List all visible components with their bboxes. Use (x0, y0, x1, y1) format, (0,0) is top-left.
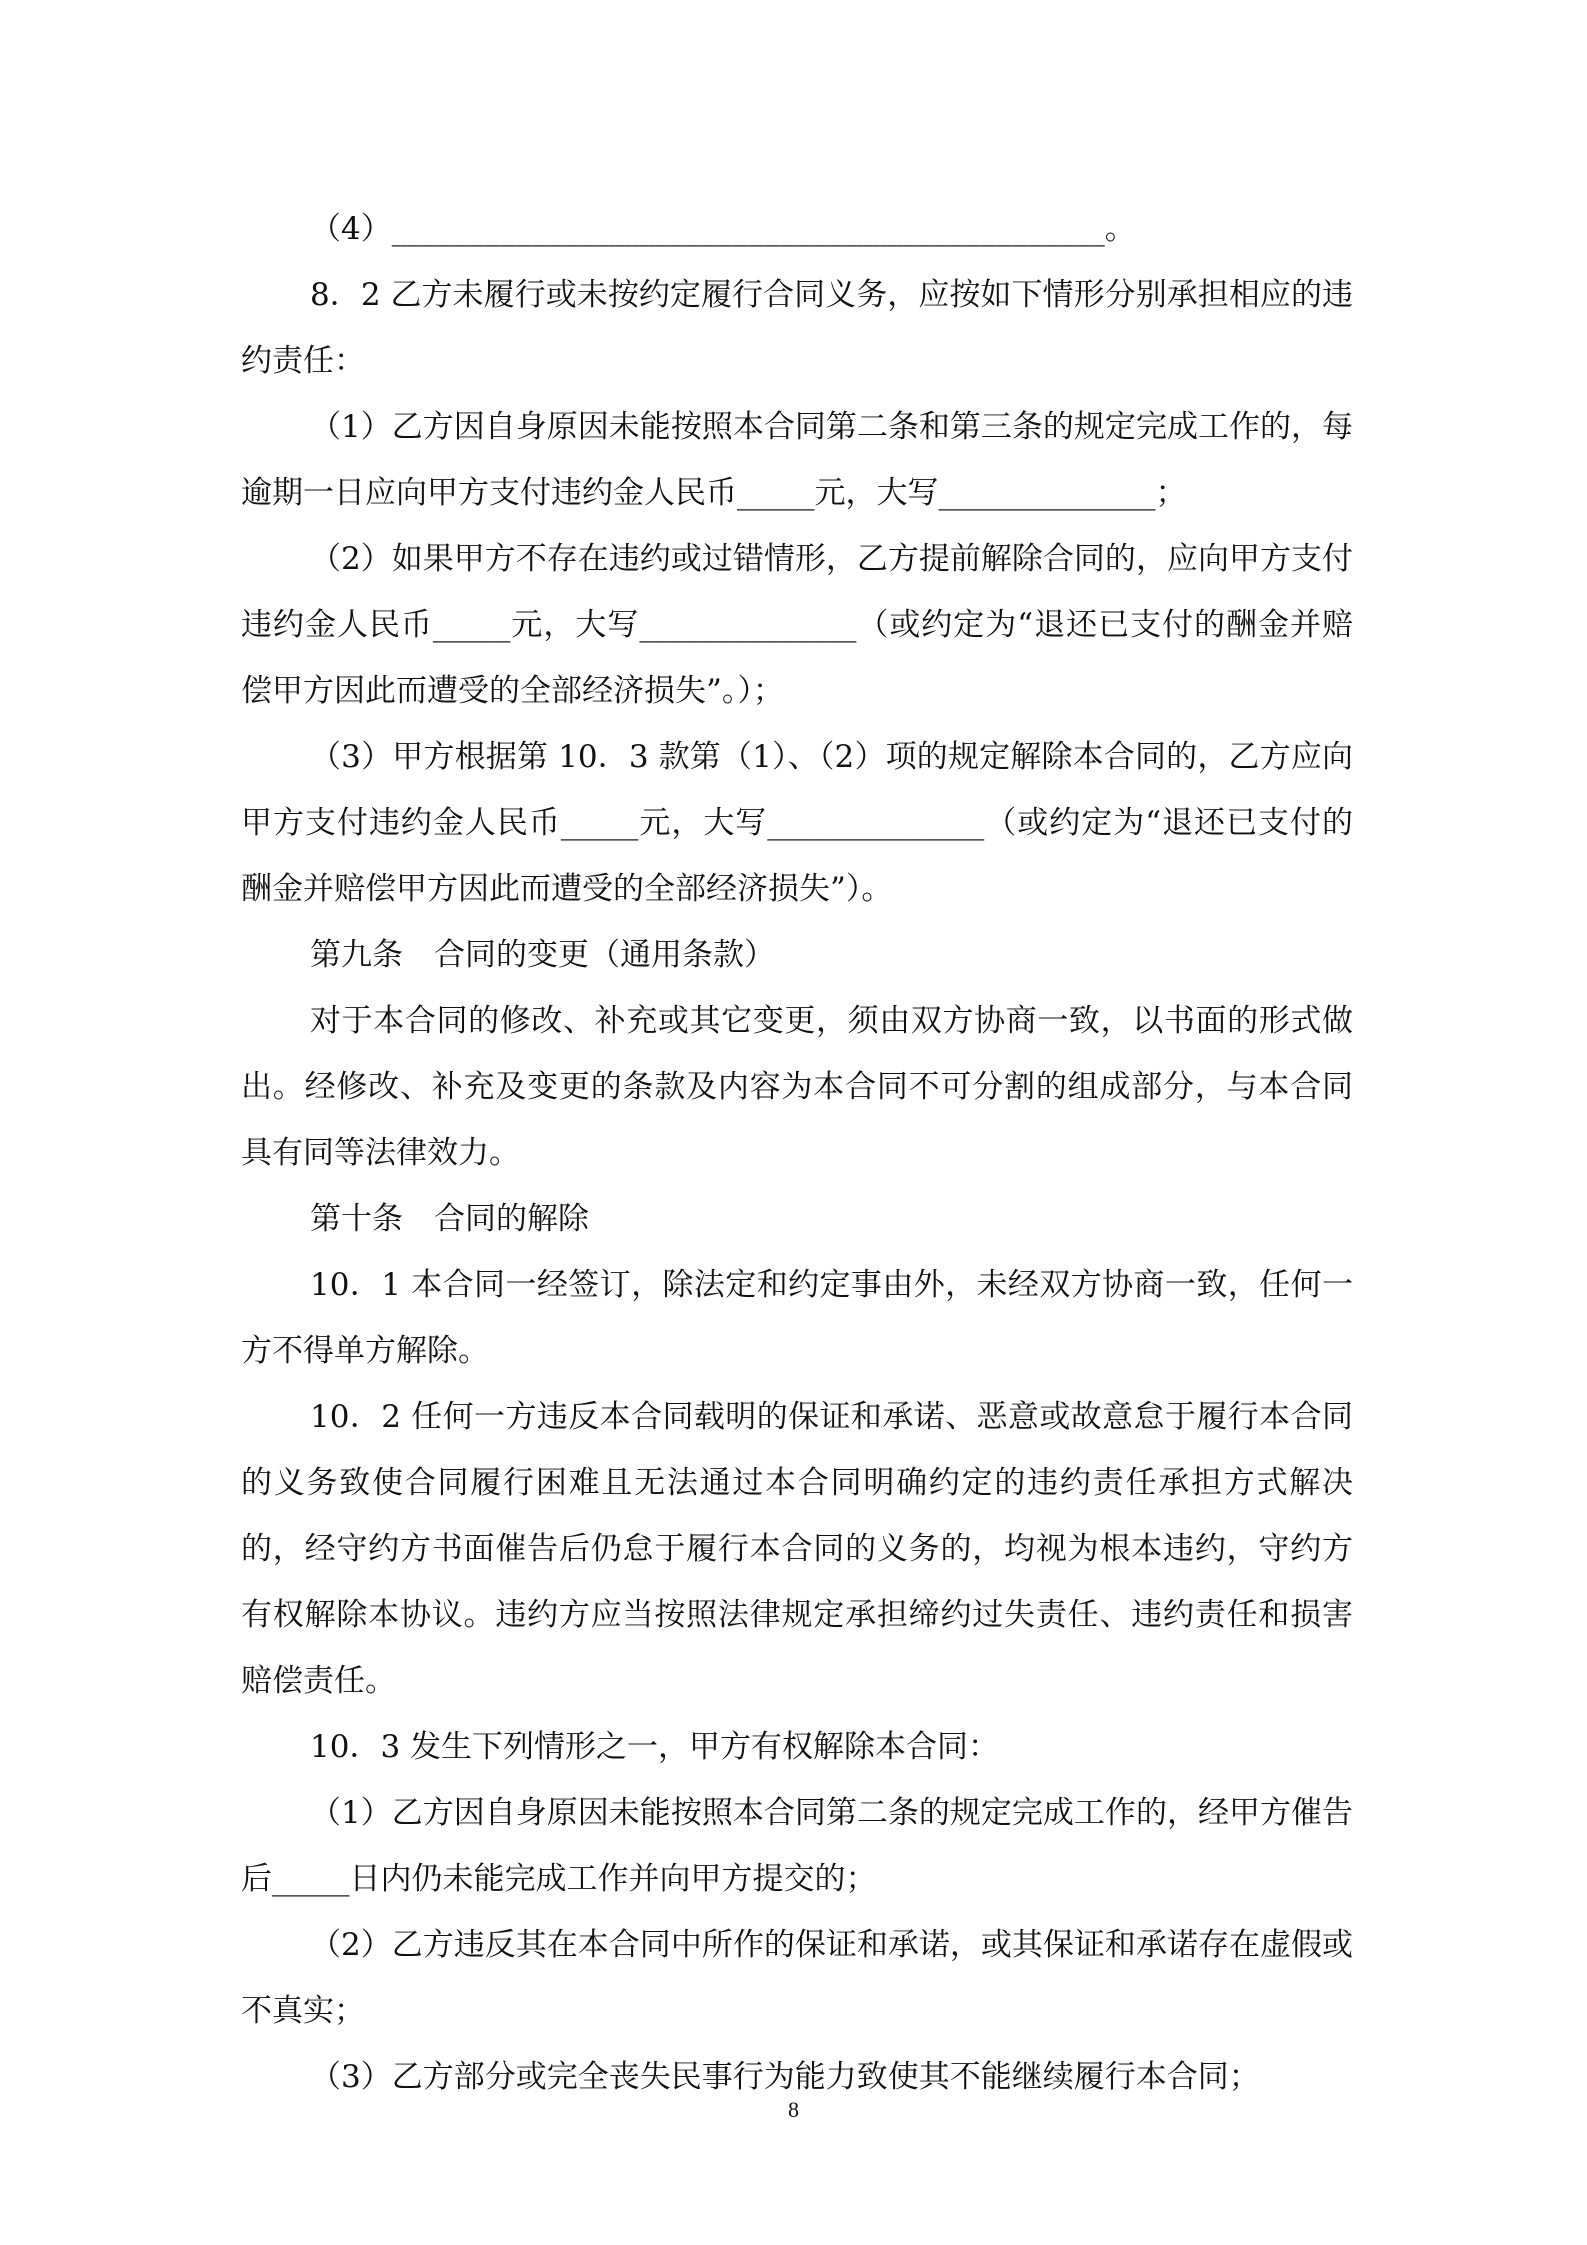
article-9-heading: 第九条 合同的变更（通用条款） (310, 937, 775, 973)
paragraph-10-1: 10．1 本合同一经签订，除法定和约定事由外，未经双方协商一致，任何一方不得单方解除。 (241, 1267, 1353, 1369)
page-number: 8 (788, 2097, 799, 2122)
article-10-heading: 第十条 合同的解除 (310, 1201, 589, 1237)
paragraph-10-3-item-3: （3）乙方部分或完全丧失民事行为能力致使其不能继续履行本合同； (310, 2059, 1260, 2095)
paragraph-8-2-item-1: （1）乙方因自身原因未能按照本合同第二条和第三条的规定完成工作的，每逾期一日应向甲方支付违约金人民币_____元，大写______________； (241, 409, 1353, 511)
paragraph-10-2: 10．2 任何一方违反本合同载明的保证和承诺、恶意或故意怠于履行本合同的义务致使合同履行困难且无法通过本合同明确约定的违约责任承担方式解决的，经守约方书面催告后仍怠于履行本合同的义务的，均视为根本违约，守约方有权解除本协议。违约方应当按照法律规定承担缔约过失责任、违约责任和损害赔偿责任。 (241, 1399, 1353, 1699)
paragraph-8-2-item-3: （3）甲方根据第 10．3 款第（1）、（2）项的规定解除本合同的，乙方应向甲方支付违约金人民币_____元，大写______________（或约定为“退还已支付的酬金并赔偿甲方因此而遭受的全部经济损失”）。 (241, 739, 1353, 907)
paragraph-10-3: 10．3 发生下列情形之一，甲方有权解除本合同： (310, 1729, 1000, 1765)
article-9-body: 对于本合同的修改、补充或其它变更，须由双方协商一致，以书面的形式做出。经修改、补充及变更的条款及内容为本合同不可分割的组成部分，与本合同具有同等法律效力。 (241, 1003, 1353, 1171)
contract-body (241, 196, 1353, 2110)
paragraph-8-2: 8．2 乙方未履行或未按约定履行合同义务，应按如下情形分别承担相应的违约责任： (241, 277, 1353, 379)
paragraph-10-3-item-2: （2）乙方违反其在本合同中所作的保证和承诺，或其保证和承诺存在虚假或不真实； (241, 1927, 1353, 2029)
paragraph-item-4-blank: （4）______________________________________________。 (310, 211, 1136, 247)
paragraph-8-2-item-2: （2）如果甲方不存在违约或过错情形，乙方提前解除合同的，应向甲方支付违约金人民币_____元，大写______________（或约定为“退还已支付的酬金并赔偿甲方因此而遭受的全部经济损失”。）； (241, 541, 1353, 709)
paragraph-10-3-item-1: （1）乙方因自身原因未能按照本合同第二条的规定完成工作的，经甲方催告后_____日内仍未能完成工作并向甲方提交的； (241, 1795, 1353, 1897)
